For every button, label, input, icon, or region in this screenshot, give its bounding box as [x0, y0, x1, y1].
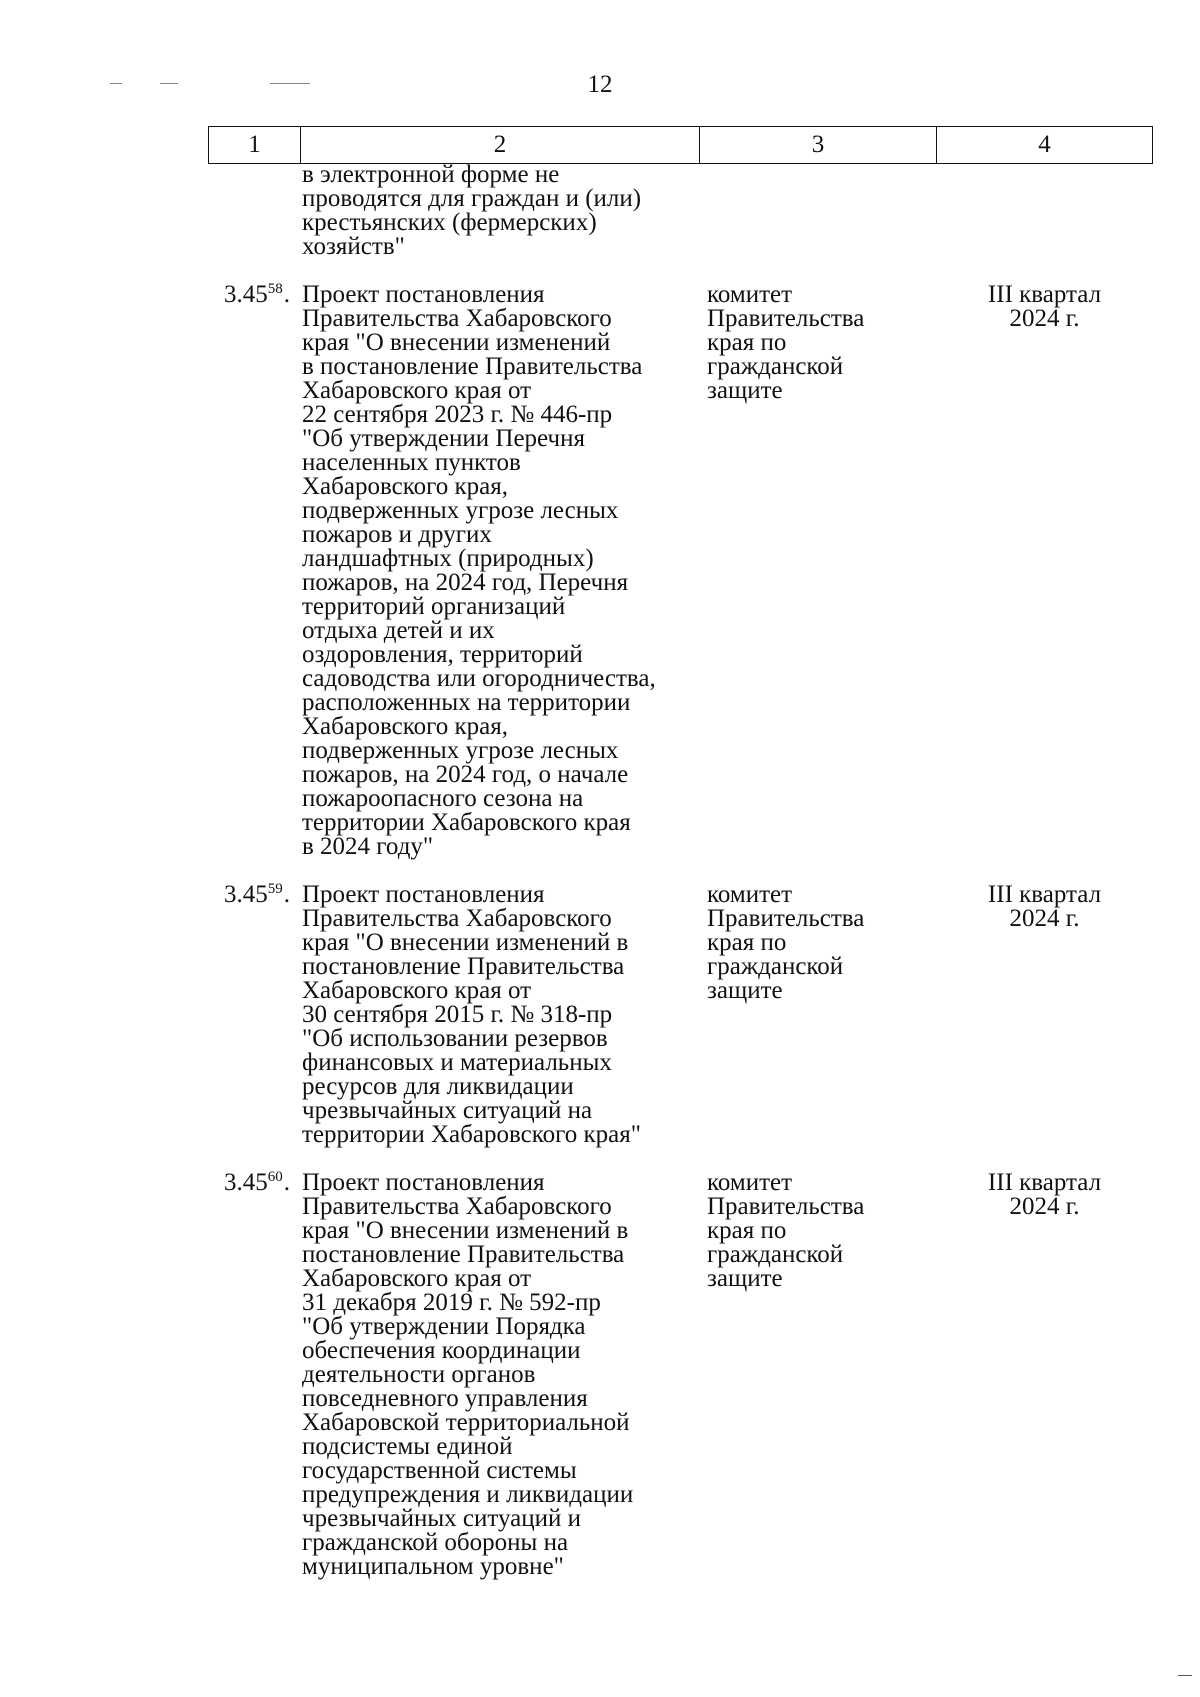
item-number: [208, 1171, 300, 1579]
column-header-3: 3: [700, 127, 937, 163]
item-number-superscript: 58: [267, 281, 283, 297]
item-title: Проект постановления Правительства Хабаровского края "О внесении изменений в постановление Правительства Хабаровского края от 30 сентября 2015 г. № 318-пр "Об использовании резервов финансовых и материальных ресурсов для ликвидации чрезвычайных ситуаций на территории Хабаровского края": [302, 881, 641, 1148]
item-number: [208, 283, 300, 859]
table-row-continuation: [208, 163, 1153, 259]
column-header-2: 2: [301, 127, 700, 163]
column-header-1: 1: [209, 127, 301, 163]
item-number-base: 3.45: [224, 1169, 268, 1196]
item-responsible: комитет Правительства края по гражданской защите: [707, 1169, 865, 1292]
item-number-superscript: 59: [267, 881, 283, 897]
column-header-4: 4: [1038, 131, 1051, 158]
table-row: [208, 283, 1153, 859]
table-row: [208, 883, 1153, 1147]
table-row: [208, 1171, 1153, 1579]
item-title: Проект постановления Правительства Хабаровского края "О внесении изменений в постановление Правительства Хабаровского края от 31 декабря 2019 г. № 592-пр "Об утверждении Порядка обеспечения координации деятельности органов повседневного управления Хабаровской территориальной подсистемы единой государственной системы предупреждения и ликвидации чрезвычайных ситуаций и гражданской обороны на муниципальном уровне": [302, 1169, 634, 1580]
table-body: [208, 163, 1153, 1579]
item-number-suffix: .: [283, 281, 290, 308]
item-number-suffix: .: [283, 881, 290, 908]
item-number-base: 3.45: [224, 881, 268, 908]
scan-artifact: [1178, 1675, 1192, 1676]
page-number: 12: [587, 71, 613, 98]
item-deadline: III квартал 2024 г.: [987, 1169, 1102, 1220]
table-header: [208, 126, 1153, 164]
item-title: Проект постановления Правительства Хабаровского края "О внесении изменений в постановление Правительства Хабаровского края от 22 сентября 2023 г. № 446-пр "Об утверждении Перечня населенных пунктов Хабаровского края, подверженных угрозе лесных пожаров и других ландшафтных (природных) пожаров, на 2024 год, Перечня территорий организаций отдыха детей и их оздоровления, территорий садоводства или огородничества, расположенных на территории Хабаровского края, подверженных угрозе лесных пожаров, на 2024 год, о начале пожароопасного сезона на территории Хабаровского края в 2024 году": [302, 281, 656, 860]
item-responsible: комитет Правительства края по гражданской защите: [707, 281, 865, 404]
item-responsible: комитет Правительства края по гражданской защите: [707, 881, 865, 1004]
continuation-text: в электронной форме не проводятся для граждан и (или) крестьянских (фермерских) хозяйств": [302, 161, 642, 260]
item-number-base: 3.45: [224, 281, 268, 308]
item-number-superscript: 60: [267, 1169, 283, 1185]
item-deadline: III квартал 2024 г.: [987, 281, 1102, 332]
item-number-suffix: .: [283, 1169, 290, 1196]
item-number: [208, 883, 300, 1147]
item-deadline: III квартал 2024 г.: [987, 881, 1102, 932]
